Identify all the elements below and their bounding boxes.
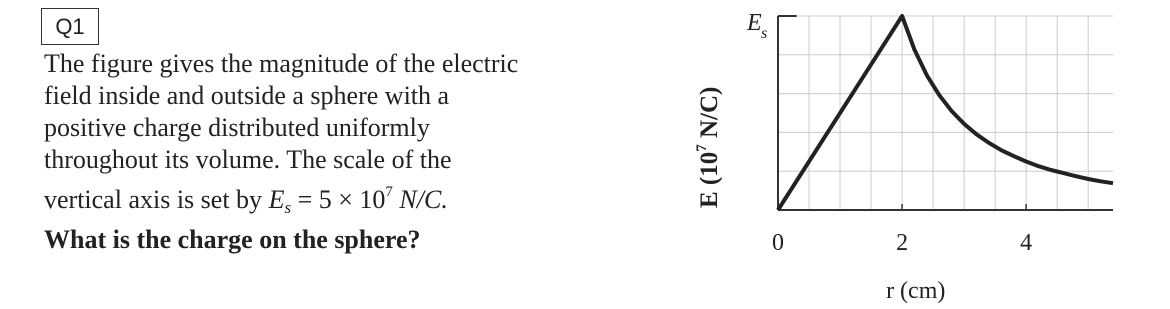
problem-line-3: positive charge distributed uniformly xyxy=(44,113,430,142)
x-tick-label: 4 xyxy=(1020,230,1033,256)
x-axis-label: r (cm) xyxy=(886,278,946,304)
field-subscript: s xyxy=(284,198,292,217)
field-unit: N/C. xyxy=(392,185,448,214)
x-tick-label: 2 xyxy=(896,230,909,256)
y-tick-label-es-subscript: s xyxy=(761,25,768,42)
field-curve xyxy=(778,16,1113,210)
y-label-exponent: 7 xyxy=(694,144,710,152)
x-tick-label: 0 xyxy=(772,230,784,256)
y-label-prefix: E (10 xyxy=(696,151,723,208)
y-tick-label-es: E xyxy=(747,10,762,36)
question-text: What is the charge on the sphere? xyxy=(44,225,421,254)
question-number-box: Q1 xyxy=(41,8,99,45)
field-value: = 5 × 10 xyxy=(291,185,386,214)
field-symbol: E xyxy=(268,185,285,214)
problem-line-1: The figure gives the magnitude of the electric xyxy=(44,49,519,78)
field-exponent: 7 xyxy=(385,184,393,200)
problem-line-2: field inside and outside a sphere with a xyxy=(44,81,450,110)
y-label-suffix: N/C) xyxy=(696,86,723,145)
problem-line-5-text: vertical axis is set by xyxy=(44,185,269,214)
problem-line-4: throughout its volume. The scale of the xyxy=(44,145,452,174)
